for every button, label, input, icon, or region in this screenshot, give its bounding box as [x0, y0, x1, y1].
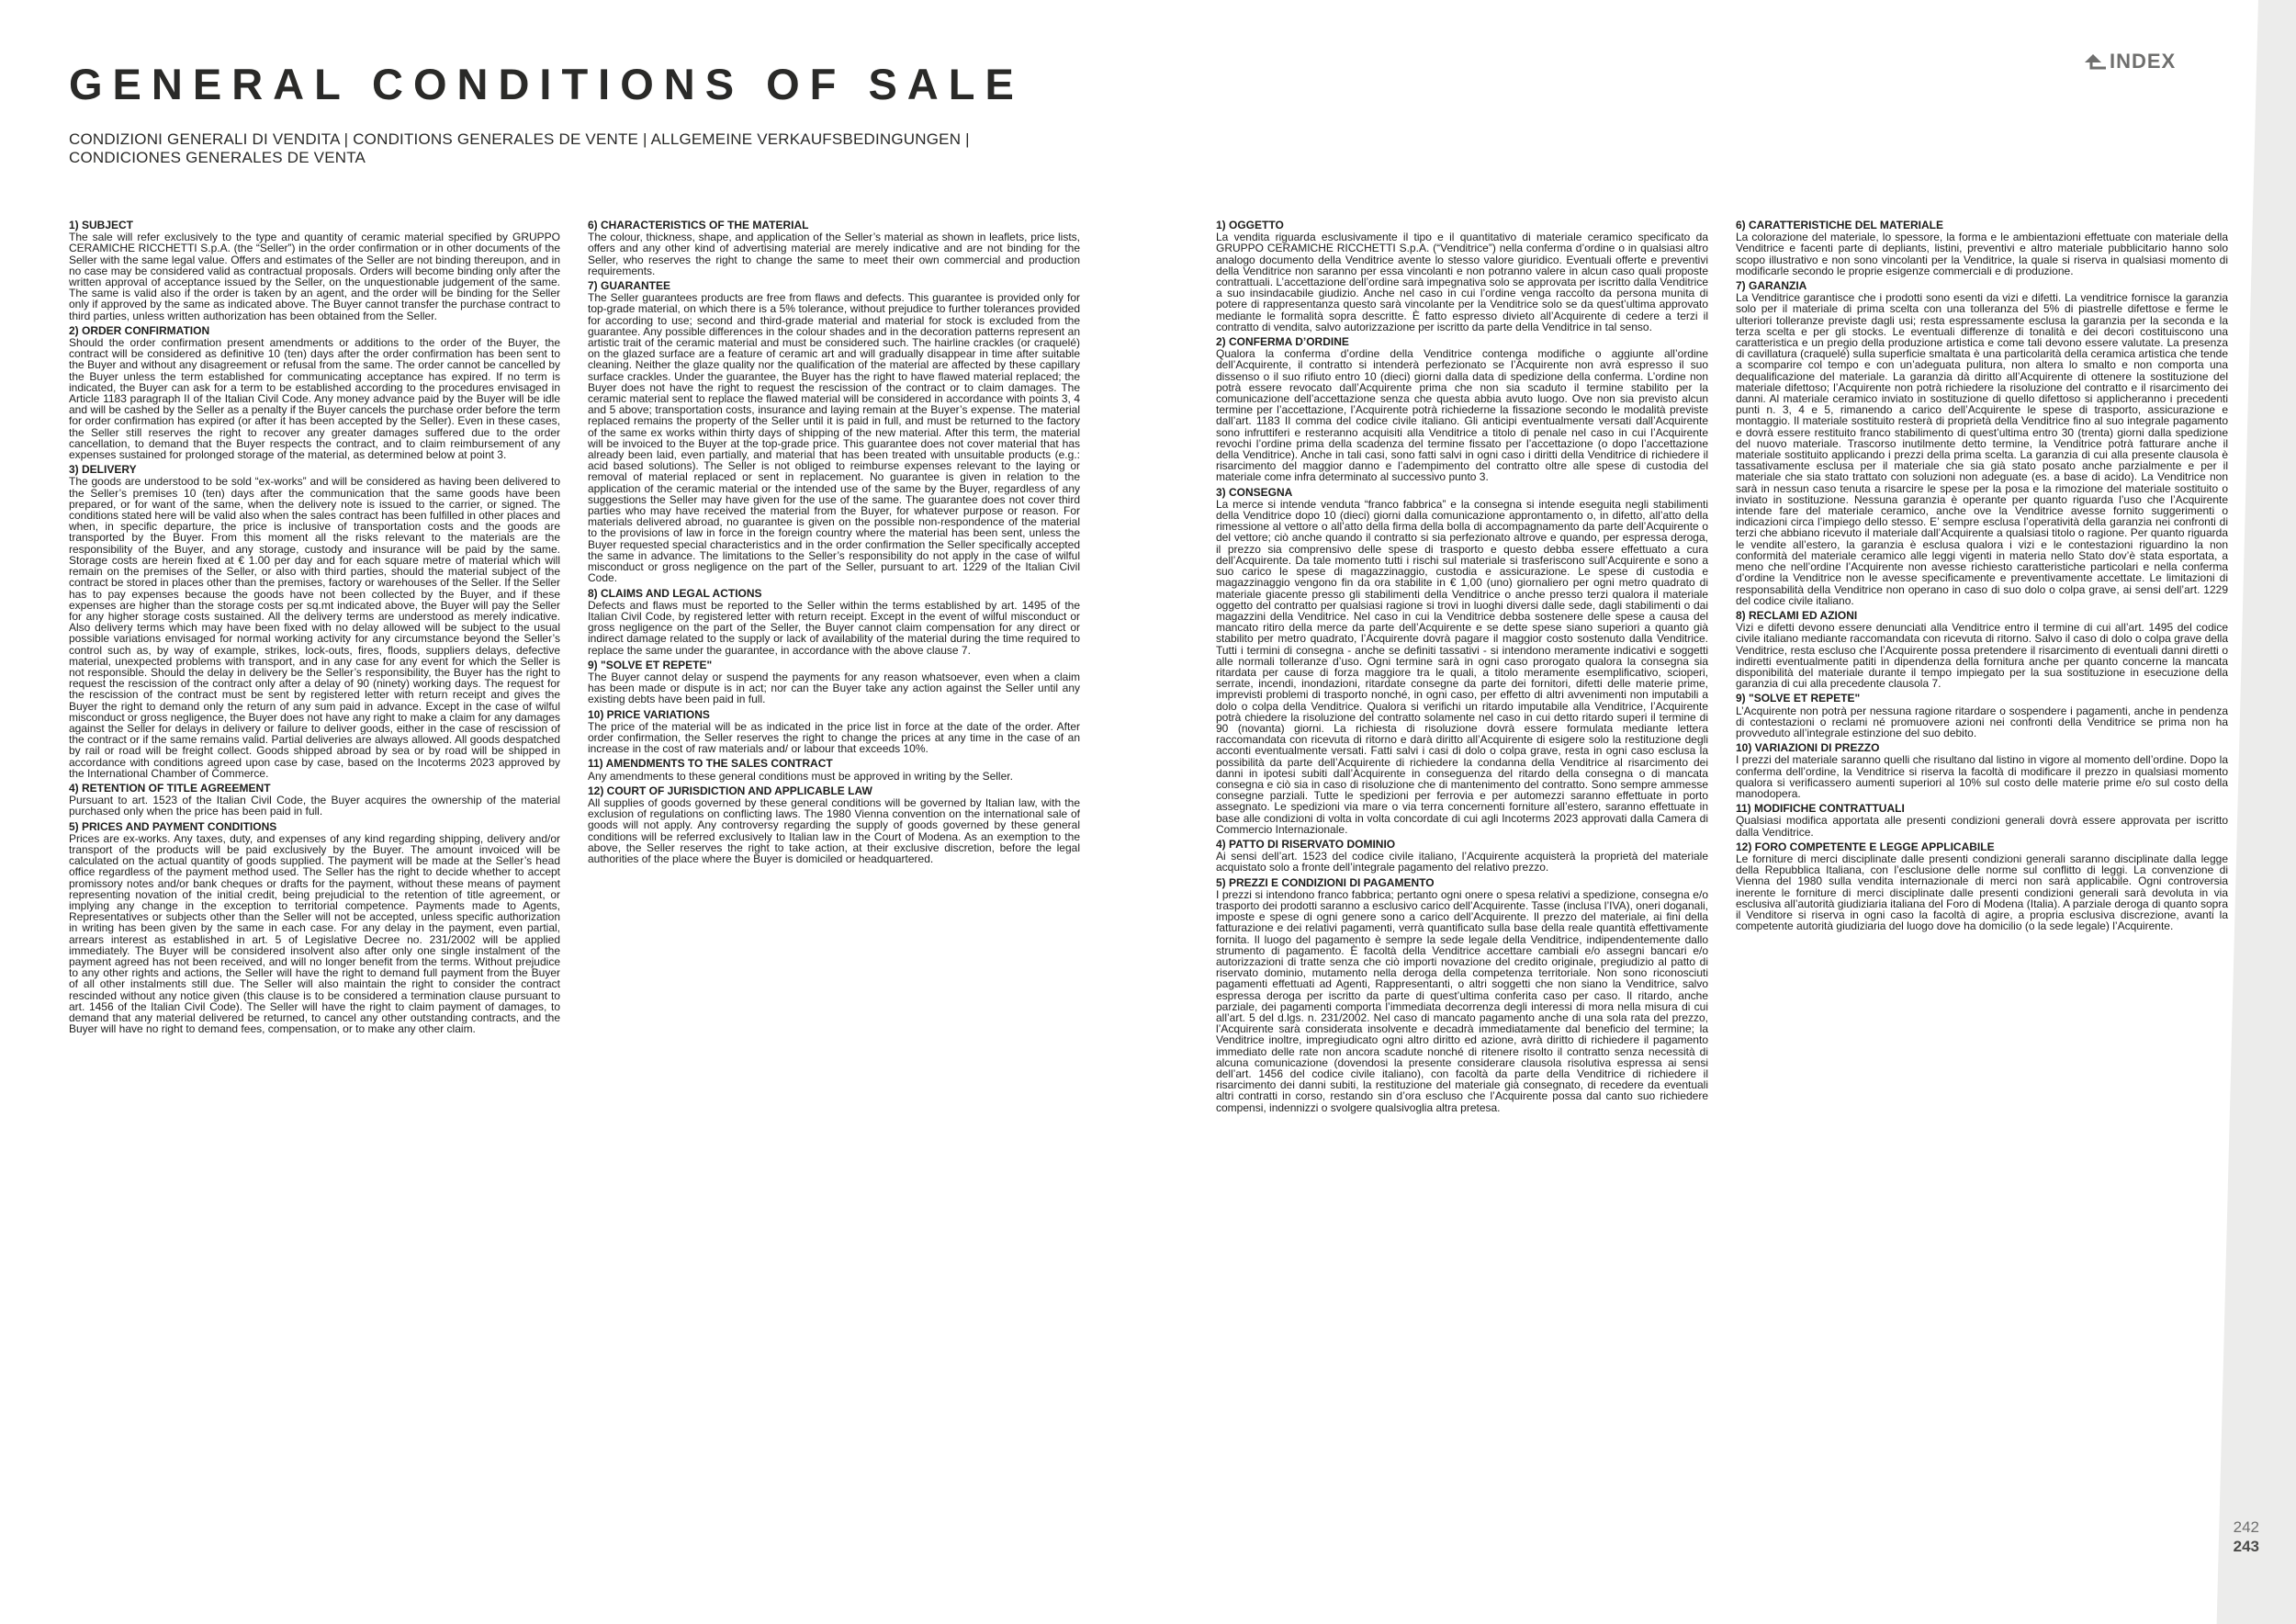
terms-section: [1216, 877, 1708, 1113]
terms-section: [588, 758, 1080, 781]
section-heading: 3) CONSEGNA: [1216, 485, 1293, 499]
terms-section: [588, 220, 1080, 276]
section-heading: 9) "SOLVE ET REPETE": [1736, 692, 1861, 705]
section-body: La colorazione del materiale, lo spessore, la forma e le ambientazioni effettuate con materiale della Venditrice e facenti parte di depliants, listini, preventivi e altro materiale pubblicitario hanno solo scopo illustrativo e non sono vincolanti per la Venditrice, la quale si riserva in qualsiasi momento di modificarle secondo le proprie esigenze commerciali e di produzione.: [1736, 231, 2228, 277]
section-body: La Venditrice garantisce che i prodotti sono esenti da vizi e difetti. La venditrice fornisce la garanzia solo per il materiale di prima scelta con una tolleranza del 5% di piastrelle difettose e ferme le ulteriori tolleranze previste dagli usi; resta espressamente esclusa la garanzia per la seconda e la terza scelta e per gli stocks. Le eventuali differenze di tonalità e dei decori costituiscono una caratteristica e un pregio della produzione artistica e come tali devono essere valutate. La presenza di cavillatura (craquelé) sulla superficie smaltata è una particolarità della ceramica artistica che tende a scomparire col tempo e con un’adeguata pulitura, non altera lo smalto e non comporta una dequalificazione del materiale. La garanzia dà diritto all’Acquirente di ottenere la sostituzione del materiale difettoso; l’Acquirente non potrà richiedere la risoluzione del contratto e il risarcimento dei danni. Al materiale ceramico inviato in sostituzione di quello difettoso si applicheranno i precedenti punti n. 3, 4 e 5, rimanendo a carico dell’Acquirente le spese di trasporto, assicurazione e montaggio. Il materiale sostituito resterà di proprietà della Venditrice fino al suo integrale pagamento e dovrà essere restituito franco stabilimento di quest’ultima entro 30 (trenta) giorni dalla spedizione del nuovo materiale. Trascorso inutilmente detto termine, la Venditrice potrà fatturare anche il materiale sostituito applicando i prezzi della prima scelta. La garanzia di cui alla presente clausola è tassativamente esclusa per il materiale che sia già stato posato anche parzialmente e per il materiale che sia stato trattato con soluzioni non adeguate (es. a base di acido). La Venditrice non sarà in nessun caso tenuta a risarcire le spese per la posa e la rimozione del materiale sostituito o inviato in sostituzione. Nessuna garanzia è operante per quanto riguarda l’uso che l’Acquirente intende fare del materiale ceramico, anche ove la Venditrice avesse fornito suggerimenti o indicazioni circa l’impiego dello stesso. E’ sempre esclusa l’operatività della garanzia nei confronti di terzi che abbiano ricevuto il materiale dall’Acquirente a qualsiasi titolo o ragione. Per quanto riguarda le vendite all’estero, la garanzia è esclusa qualora i vizi e le contestazioni riguardino la non conformità del materiale ceramico alle leggi vigenti in materia nello Stato dov’è stata esportata, a meno che nell’ordine l’Acquirente non avesse richiesto caratteristiche particolari e nella conferma d’ordine la Venditrice non le avesse specificamente e preventivamente accettate. Le limitazioni di responsabilità della Venditrice non operano in caso di suo dolo o colpa grave, ai sensi dell’art. 1229 del codice civile italiano.: [1736, 291, 2228, 607]
page-number-right: 243: [2233, 1538, 2259, 1555]
terms-section: [1736, 280, 2228, 606]
terms-section: [588, 709, 1080, 755]
terms-section: [1216, 336, 1708, 483]
subtitle-line-2: CONDICIONES GENERALES DE VENTA: [69, 149, 366, 166]
page-subtitle: [69, 130, 1079, 167]
section-body: The sale will refer exclusively to the type and quantity of ceramic material specified by GRUPPO CERAMICHE RICCHETTI S.p.A. (the “Seller”) in the order confirmation or in other documents of the Seller with the same legal value. Offers and estimates of the Seller are not binding thereupon, and in no case may be considered valid as contractual proposals. Orders will become binding only after the written approval of acceptance issued by the Seller, on the unquestionable judgement of the same. The same is valid also if the order is taken by an agent, and the order will be binding for the Seller only if approved by the same as indicated above. The Buyer cannot transfer the purchase contract to third parties, unless written authorization has been obtained from the Seller.: [69, 231, 560, 322]
section-body: L’Acquirente non potrà per nessuna ragione ritardare o sospendere i pagamenti, anche in pendenza di contestazioni o reclami né promuovere azioni nei confronti della Venditrice se prima non ha provveduto all’integrale estinzione del suo debito.: [1736, 704, 2228, 739]
terms-section: [588, 588, 1080, 656]
section-heading: 4) RETENTION OF TITLE AGREEMENT: [69, 781, 271, 795]
section-body: Defects and flaws must be reported to the Seller within the terms established by art. 1495 of the Italian Civil Code, by registered letter with return receipt. Except in the event of wilful misconduct or gross negligence on the part of the Seller, the Buyer cannot claim compensation for any direct or indirect damage related to the supply or lack of availability of the material during the time required to replace the same under the guarantee, in accordance with the above clause 7.: [588, 598, 1080, 657]
section-heading: 7) GUARANTEE: [588, 279, 671, 293]
page-number-left: 242: [2233, 1518, 2259, 1536]
terms-section: [1736, 742, 2228, 799]
arrow-up-icon: [2083, 52, 2107, 71]
terms-section: [1736, 693, 2228, 739]
section-heading: 2) ORDER CONFIRMATION: [69, 323, 210, 337]
terms-column-english-1: [69, 220, 560, 1038]
section-body: Qualora la conferma d’ordine della Venditrice contenga modifiche o aggiunte all’ordine dell’Acquirente, il contratto si intenderà perfezionato se l’Acquirente non avrà espresso il suo dissenso o il suo rifiuto entro 10 (dieci) giorni dalla data di spedizione della conferma. L’ordine non potrà essere revocato dall’Acquirente prima che non sia scaduto il termine stabilito per la comunicazione dell’accettazione senza che questa abbia avuto luogo. Ove non sia previsto alcun termine per l’accettazione, l’Acquirente potrà richiederne la fissazione secondo le modalità previste dall’art. 1183 II comma del codice civile italiano. Gli anticipi eventualmente versati dall’Acquirente sono infruttiferi e resteranno acquisiti alla Venditrice a titolo di penale nel caso in cui l’Acquirente revochi l’ordine prima della scadenza del termine fissato per l’accettazione (o dopo l’accettazione della Venditrice). Anche in tali casi, sono fatti salvi in ogni caso i diritti della Venditrice di richiedere il risarcimento del maggior danno e l’adempimento del contratto oltre alle spese di custodia del materiale come infra determinato al successivo punto 3.: [1216, 347, 1708, 484]
section-heading: 9) "SOLVE ET REPETE": [588, 658, 713, 671]
terms-section: [69, 783, 560, 818]
terms-section: [1736, 803, 2228, 838]
page-numbers: [2212, 1517, 2259, 1556]
section-heading: 1) SUBJECT: [69, 219, 134, 231]
section-body: Prices are ex-works. Any taxes, duty, and expenses of any kind regarding shipping, delivery and/or transport of the products will be paid exclusively by the Buyer. The amount invoiced will be calculated on the actual quantity of goods supplied. The payment will be made at the Seller’s head office regardless of the payment method used. The Seller has the right to decide whether to accept promissory notes and/or bank cheques or drafts for the payment, without these means of payment representing novation of the initial credit, being prejudicial to the retention of title agreement, or implying any change in the exception to territorial competence. Payments made to Agents, Representatives or subjects other than the Seller will not be accepted, unless specific authorization in writing has been given by the same in each case. For any delay in the payment, even partial, arrears interest as established in art. 5 of Legislative Decree no. 231/2002 will be applied immediately. The Buyer will be considered insolvent also after only one single instalment of the payment agreed has not been received, and will no longer benefit from the terms. Without prejudice to any other rights and actions, the Seller will have the right to demand full payment from the Buyer of all other instalments still due. The Seller will also maintain the right to consider the contract rescinded without any notice given (this clause is to be considered a termination clause pursuant to art. 1456 of the Italian Civil Code). The Seller will have the right to claim payment of damages, to demand that any material delivered be returned, to cancel any other outstanding contracts, and the Buyer will have no right to demand fees, compensation, or to make any other claim.: [69, 831, 560, 1036]
section-heading: 7) GARANZIA: [1736, 279, 1807, 293]
section-body: Le forniture di merci disciplinate dalle presenti condizioni generali saranno disciplinate dalla legge della Repubblica Italiana, con l’esclusione delle norme sul conflitto di leggi. La convenzione di Vienna del 1980 sulla vendita internazionale di merci non sarà applicabile. Ogni controversia inerente le forniture di merci disciplinate dalle presenti condizioni generali sarà devoluta in via esclusiva all’autorità giudiziaria italiana del Foro di Modena (Italia). A parziale deroga di quanto sopra il Venditore si riserva in ogni caso la facoltà di agire, a propria esclusiva discrezione, avanti la competente autorità giudiziaria del luogo dove ha domicilio (o la sede legale) l’Acquirente.: [1736, 851, 2228, 933]
terms-section: [1736, 841, 2228, 932]
section-heading: 3) DELIVERY: [69, 463, 137, 477]
section-heading: 11) AMENDMENTS TO THE SALES CONTRACT: [588, 757, 833, 771]
section-body: La vendita riguarda esclusivamente il tipo e il quantitativo di materiale ceramico specificato da GRUPPO CERAMICHE RICCHETTI S.p.A. (“Venditrice”) nella conferma d’ordine o in qualsiasi altro analogo documento della Venditrice avente lo stesso valore giuridico. Eventuali offerte e preventivi della Venditrice non saranno per essa vincolanti e non potranno valere in alcun caso quali proposte contrattuali. L’accettazione dell’ordine sarà impegnativa solo se approvata per iscritto dalla Venditrice a suo insindacabile giudizio. Anche nel caso in cui l’ordine venga raccolto da persona munita di potere di rappresentanza questo sarà vincolante per la Venditrice solo se da quest’ultima approvato mediante le formalità sopra descritte. È fatto espresso divieto all’Acquirente di cedere a terzi il contratto di vendita, salvo autorizzazione per iscritto da parte della Venditrice in tal senso.: [1216, 231, 1708, 333]
terms-column-italian-1: [1216, 220, 1708, 1117]
section-body: Pursuant to art. 1523 of the Italian Civil Code, the Buyer acquires the ownership of the material purchased only when the price has been paid in full.: [69, 794, 560, 818]
section-heading: 1) OGGETTO: [1216, 219, 1284, 231]
terms-section: [588, 785, 1080, 864]
terms-section: [1216, 487, 1708, 835]
section-body: Any amendments to these general conditions must be approved in writing by the Seller.: [588, 769, 1013, 783]
section-heading: 5) PRICES AND PAYMENT CONDITIONS: [69, 819, 277, 833]
terms-section: [69, 220, 560, 321]
section-body: I prezzi si intendono franco fabbrica; pertanto ogni onere o spesa relativi a spedizione, consegna e/o trasporto dei prodotti saranno a esclusivo carico dell’Acquirente. Tasse (inclusa l’IVA), oneri doganali, imposte e spese di ogni genere sono a carico dell’Acquirente. Il prezzo del materiale, ai fini della fatturazione e dei relativi pagamenti, verrà quantificato sulla base della reale quantità effettivamente fornita. Il luogo del pagamento è sempre la sede legale della Venditrice, indipendentemente dallo strumento di pagamento. È facoltà della Venditrice accettare cambiali e/o assegni bancari e/o autorizzazioni di tratte senza che ciò importi novazione del credito originale, pregiudizio al patto di riservato dominio, mutamento nella deroga della competenza territoriale. Non sono riconosciuti pagamenti effettuati ad Agenti, Rappresentanti, o altri soggetti che non siano la Venditrice, salvo espressa deroga per iscritto da parte di quest’ultima conferita caso per caso. Il ritardo, anche parziale, dei pagamenti comporta l’immediata decorrenza degli interessi di mora nella misura di cui all’art. 5 del d.lgs. n. 231/2002. Nel caso di mancato pagamento anche di una sola rata del prezzo, l’Acquirente sarà considerata insolvente e decadrà immediatamente dal beneficio del termine; la Venditrice inoltre, impregiudicato ogni altro diritto ed azione, avrà diritto di richiedere il pagamento immediato delle rate non ancora scadute nonché di ritenere risolto il contratto senza necessità di alcuna comunicazione (dovendosi la presente considerare clausola risolutiva espressa ai sensi dell’art. 1456 del codice civile italiano), con facoltà da parte della Venditrice di richiedere il risarcimento dei danni subiti, la restituzione del materiale già consegnato, di recedere da eventuali altri contratti in corso, restando sin d’ora escluso che l’Acquirente possa dal canto suo richiedere compensi, indennizzi o svolgere qualsivoglia altra pretesa.: [1216, 887, 1708, 1114]
terms-section: [1736, 220, 2228, 276]
terms-section: [588, 660, 1080, 705]
section-body: The colour, thickness, shape, and application of the Seller’s material as shown in leaflets, price lists, offers and any other kind of advertising material are merely indicative and are not binding for the Seller, who reserves the right to change the same to meet their own commercial and production requirements.: [588, 231, 1080, 277]
section-body: The Buyer cannot delay or suspend the payments for any reason whatsoever, even when a claim has been made or dispute is in act; nor can the Buyer take any action against the Seller until any existing debts have been paid in full.: [588, 670, 1080, 706]
page-title: GENERAL CONDITIONS OF SALE: [69, 60, 1024, 108]
section-heading: 4) PATTO DI RISERVATO DOMINIO: [1216, 837, 1396, 851]
section-body: All supplies of goods governed by these general conditions will be governed by Italian law, with the exclusion of regulations on conflicting laws. The 1980 Vienna convention on the international sale of goods will not apply. Any controversy regarding the supply of goods governed by these general conditions will be referred exclusively to Italian law in the Court of Modena. As an exemption to the above, the Seller reserves the right to take action, at their exclusive discretion, before the legal authorities of the place where the Buyer is domiciled or headquartered.: [588, 795, 1080, 865]
section-heading: 5) PREZZI E CONDIZIONI DI PAGAMENTO: [1216, 875, 1435, 889]
section-heading: 6) CARATTERISTICHE DEL MATERIALE: [1736, 219, 1944, 231]
section-body: Vizi e difetti devono essere denunciati alla Venditrice entro il termine di cui all’art. 1495 del codice civile italiano mediante raccomandata con ricevuta di ritorno. Salvo il caso di dolo o colpa grave della Venditrice, resta escluso che l’Acquirente possa pretendere il risarcimento di eventuali danni diretti o indiretti eventualmente patiti in dipendenza della fornitura anche per quanto concerne la mancata disponibilità del materiale durante il tempo impiegato per la sua sostituzione in esecuzione della garanzia di cui alla precedente clausola 7.: [1736, 621, 2228, 691]
terms-section: [1216, 220, 1708, 333]
section-heading: 10) PRICE VARIATIONS: [588, 707, 710, 721]
terms-column-english-2: [588, 220, 1080, 868]
section-heading: 6) CHARACTERISTICS OF THE MATERIAL: [588, 219, 809, 231]
section-body: The price of the material will be as indicated in the price list in force at the date of the order. After order confirmation, the Seller reserves the right to change the prices at any time in the case of an increase in the cost of raw materials and/ or labour that exceeds 10%.: [588, 719, 1080, 756]
section-heading: 8) CLAIMS AND LEGAL ACTIONS: [588, 586, 762, 600]
section-body: The goods are understood to be sold “ex-works” and will be considered as having been delivered to the Seller’s premises 10 (ten) days after the communication that the same goods have been prepared, or for want of the same, when the delivery note is issued to the carrier, or signed. The conditions stated here will be valid also when the sales contract has been fulfilled in other places and when, in specific departure, the price is inclusive of transportation costs and the goods are transported by the Buyer. From this moment all the risks relevant to the materials are the responsibility of the Buyer, and any storage, custody and insurance will be paid by the same. Storage costs are herein fixed at € 1.00 per day and for each square metre of material which will remain on the premises of the Seller, or also with third parties, should the material subject of the contract be stored in places other than the premises, factory or warehouses of the Seller. If the Seller has to pay expenses because the goods have not been collected by the Buyer, and if these expenses are higher than the storage costs per sq.mt indicated above, the Buyer will pay the Seller for any higher storage costs sustained. All the delivery terms are understood as merely indicative. Also delivery terms which may have been fixed with no delay allowed will be subject to the usual possible variations envisaged for normal working activity for any circumstance beyond the Seller’s control such as, by way of example, strikes, lock-outs, fires, floods, suppliers delays, defective material, unexpected problems with transport, and in any case for any event for which the Seller is not responsible. Should the delay in delivery be the Seller’s responsibility, the Buyer has the right to request the rescission of the contract only after a delay of 90 (ninety) working days. The request for the rescission of the contract must be sent by registered letter with return receipt and gives the Buyer the right to demand only the return of any sum paid in advance. Except in the case of wilful misconduct or gross negligence, the Buyer does not have any right to make a claim for any damages against the Seller for delays in delivery or failure to deliver goods, either in the case of rescission of the contract or if the same remains valid. Partial deliveries are always allowed. All goods despatched by rail or road will be freight collect. Goods shipped abroad by sea or by road will be shipped in accordance with conditions agreed upon case by case, based on the Incoterms 2023 approved by the International Chamber of Commerce.: [69, 475, 560, 780]
section-body: Ai sensi dell’art. 1523 del codice civile italiano, l’Acquirente acquisterà la proprietà del materiale acquistato solo a fronte dell’integrale pagamento del relativo prezzo.: [1216, 850, 1708, 874]
section-body: La merce si intende venduta “franco fabbrica” e la consegna si intende eseguita negli stabilimenti della Venditrice dopo 10 (dieci) giorni dalla comunicazione approntamento o, in difetto, all’atto della rimessione al vettore o all’atto della firma della bolla di accompagnamento da parte dell’Acquirente o del vettore; ciò anche quando il contratto si sia perfezionato altrove e quando, per espressa deroga, il prezzo sia comprensivo delle spese di trasporto e questo debba essere effettuato a cura dell’Acquirente. Da tale momento tutti i rischi sul materiale si trasferiscono sull’Acquirente e sono a suo carico le spese di magazzinaggio, custodia e assicurazione. Le spese di custodia e magazzinaggio vengono fin da ora stabilite in € 1,00 (uno) giornaliero per ogni metro quadrato di materiale giacente presso gli stabilimenti della Venditrice o anche presso terzi qualora il materiale oggetto del contratto per qualsiasi ragione si trovi in luoghi diversi dalle sede, dagli stabilimenti o dai magazzini della Venditrice. Nel caso in cui la Venditrice debba sostenere delle spese a causa del mancato ritiro della merce da parte dell’Acquirente e se dette spese siano superiori a quanto già stabilito per metro quadrato, l’Acquirente dovrà pagare il maggior costo sostenuto dalla Venditrice. Tutti i termini di consegna - anche se definiti tassativi - si intendono meramente indicativi e soggetti alle normali tolleranze d’uso. Ogni termine sarà in ogni caso prorogato qualora la consegna sia ritardata per cause di forza maggiore tra le quali, a titolo meramente esemplificativo, scioperi, serrate, incendi, inondazioni, ritardate consegne da parte dei fornitori, difetti delle materie prime, imprevisti problemi di trasporto nonché, in ogni caso, per effetto di altri avvenimenti non imputabili a dolo o colpa della Venditrice. Qualora si verifichi un ritardo imputabile alla Venditrice, l’Acquirente potrà chiedere la risoluzione del contratto solamente nel caso in cui detto ritardo superi il termine di 90 (novanta) giorni. La richiesta di risoluzione dovrà essere formulata mediante lettera raccomandata con ricevuta di ritorno e darà diritto all’Acquirente di esigere solo la restituzione degli acconti eventualmente versati. Fatti salvi i casi di dolo o colpa grave, resta in ogni caso esclusa la possibilità da parte dell’Acquirente di richiedere la condanna della Venditrice al risarcimento dei danni in ipotesi subiti dall’Acquirente in conseguenza del ritardo della consegna o di mancata consegna e ciò sia in caso di risoluzione che di mantenimento del contratto. Sono sempre ammesse consegne parziali. Tutte le spedizioni per ferrovia e per automezzi saranno effettuate in porto assegnato. Le spedizioni via mare o via terra concernenti forniture all’estero, saranno effettuate in base alle condizioni di volta in volta concordate di cui agli Incoterms 2023 approvati dalla Camera di Commercio Internazionale.: [1216, 497, 1708, 836]
section-heading: 8) RECLAMI ED AZIONI: [1736, 608, 1858, 622]
terms-section: [69, 821, 560, 1035]
terms-section: [69, 464, 560, 779]
section-body: I prezzi del materiale saranno quelli che risultano dal listino in vigore al momento dell’ordine. Dopo la conferma dell’ordine, la Venditrice si riserva la facoltà di modificare il prezzo in qualsiasi momento qualora si verificassero aumenti superiori al 10% sul costo delle materie prime e/o sul costo della manodopera.: [1736, 753, 2228, 800]
section-heading: 12) FORO COMPETENTE E LEGGE APPLICABILE: [1736, 840, 1995, 853]
section-body: Qualsiasi modifica apportata alle presenti condizioni generali dovrà essere approvata per iscritto dalla Venditrice.: [1736, 814, 2228, 839]
section-heading: 12) COURT OF JURISDICTION AND APPLICABLE LAW: [588, 784, 872, 797]
section-body: Should the order confirmation present amendments or additions to the order of the Buyer, the contract will be considered as definitive 10 (ten) days after the order confirmation has been sent to the Buyer and without any disagreement or refusal from the same. The order cannot be cancelled by the Buyer unless the term established for communicating acceptance has expired. If no term is indicated, the Buyer can ask for a term to be established according to the procedures envisaged in Article 1183 paragraph II of the Italian Civil Code. Any money advance paid by the Buyer will be idle and will be cashed by the Seller as a penalty if the Buyer cancels the purchase order before the term for order confirmation has expired (or after it has been accepted by the Seller). Even in these cases, the Seller still reserves the right to recover any greater damages suffered due to the order cancellation, to demand that the Buyer respects the contract, and to claim reimbursement of any expenses sustained for prolonged storage of the material, as determined below at point 3.: [69, 336, 560, 462]
terms-section: [1736, 610, 2228, 689]
terms-column-italian-2: [1736, 220, 2228, 935]
terms-section: [588, 280, 1080, 583]
section-body: The Seller guarantees products are free from flaws and defects. This guarantee is provided only for top-grade material, on which there is a 5% tolerance, without prejudice to further tolerances provided for according to use; second and third-grade material and material for stock is excluded from the guarantee. Any possible differences in the colour shades and in the decoration patterns represent an artistic trait of the ceramic material and must be considered such. The hairline crackles (or craquelé) on the glazed surface are a feature of ceramic art and will gradually disappear in time after suitable cleaning. Neither the glaze quality nor the qualification of the material are affected by these capillary surface crackles. Under the guarantee, the Buyer has the right to have flawed material replaced; the Buyer does not have the right to request the rescission of the contract or to claim damages. The ceramic material sent to replace the flawed material will be considered in accordance with points 3, 4 and 5 above; transportation costs, insurance and laying remain at the Buyer’s expense. The material replaced remains the property of the Seller until it is paid in full, and must be returned to the factory of the same ex works within thirty days of shipping of the new material. After this term, the material will be invoiced to the Buyer at the top-grade price. This guarantee does not cover material that has already been laid, even partially, and material that has been treated with unsuitable products (e.g.: acid based solutions). The Seller is not obliged to reimburse expenses relevant to the laying or removal of material replaced or sent in replacement. No guarantee is given in relation to the application of the ceramic material or the intended use of the same by the Buyer, regardless of any suggestions the Seller may have given for the use of the same. The guarantee does not cover third parties who may have received the material from the Buyer, for whatever purpose or reason. For materials delivered abroad, no guarantee is given on the possible non-respondence of the material to the provisions of law in force in the foreign country where the material has been sent, unless the Buyer requested special characteristics and in the order confirmation the Seller specifically accepted the same in advance. The limitations to the Seller’s responsibility do not apply in the case of wilful misconduct or gross negligence on the part of the Seller, pursuant to art. 1229 of the Italian Civil Code.: [588, 291, 1080, 585]
section-heading: 11) MODIFICHE CONTRATTUALI: [1736, 802, 1905, 816]
index-label: INDEX: [2110, 50, 2177, 73]
section-heading: 10) VARIAZIONI DI PREZZO: [1736, 741, 1880, 755]
subtitle-line-1: CONDIZIONI GENERALI DI VENDITA | CONDITIONS GENERALES DE VENTE | ALLGEMEINE VERKAUFSBEDINGUNGEN |: [69, 130, 970, 148]
terms-section: [1216, 839, 1708, 874]
section-heading: 2) CONFERMA D’ORDINE: [1216, 335, 1349, 349]
index-link[interactable]: [2083, 50, 2176, 73]
terms-section: [69, 325, 560, 460]
